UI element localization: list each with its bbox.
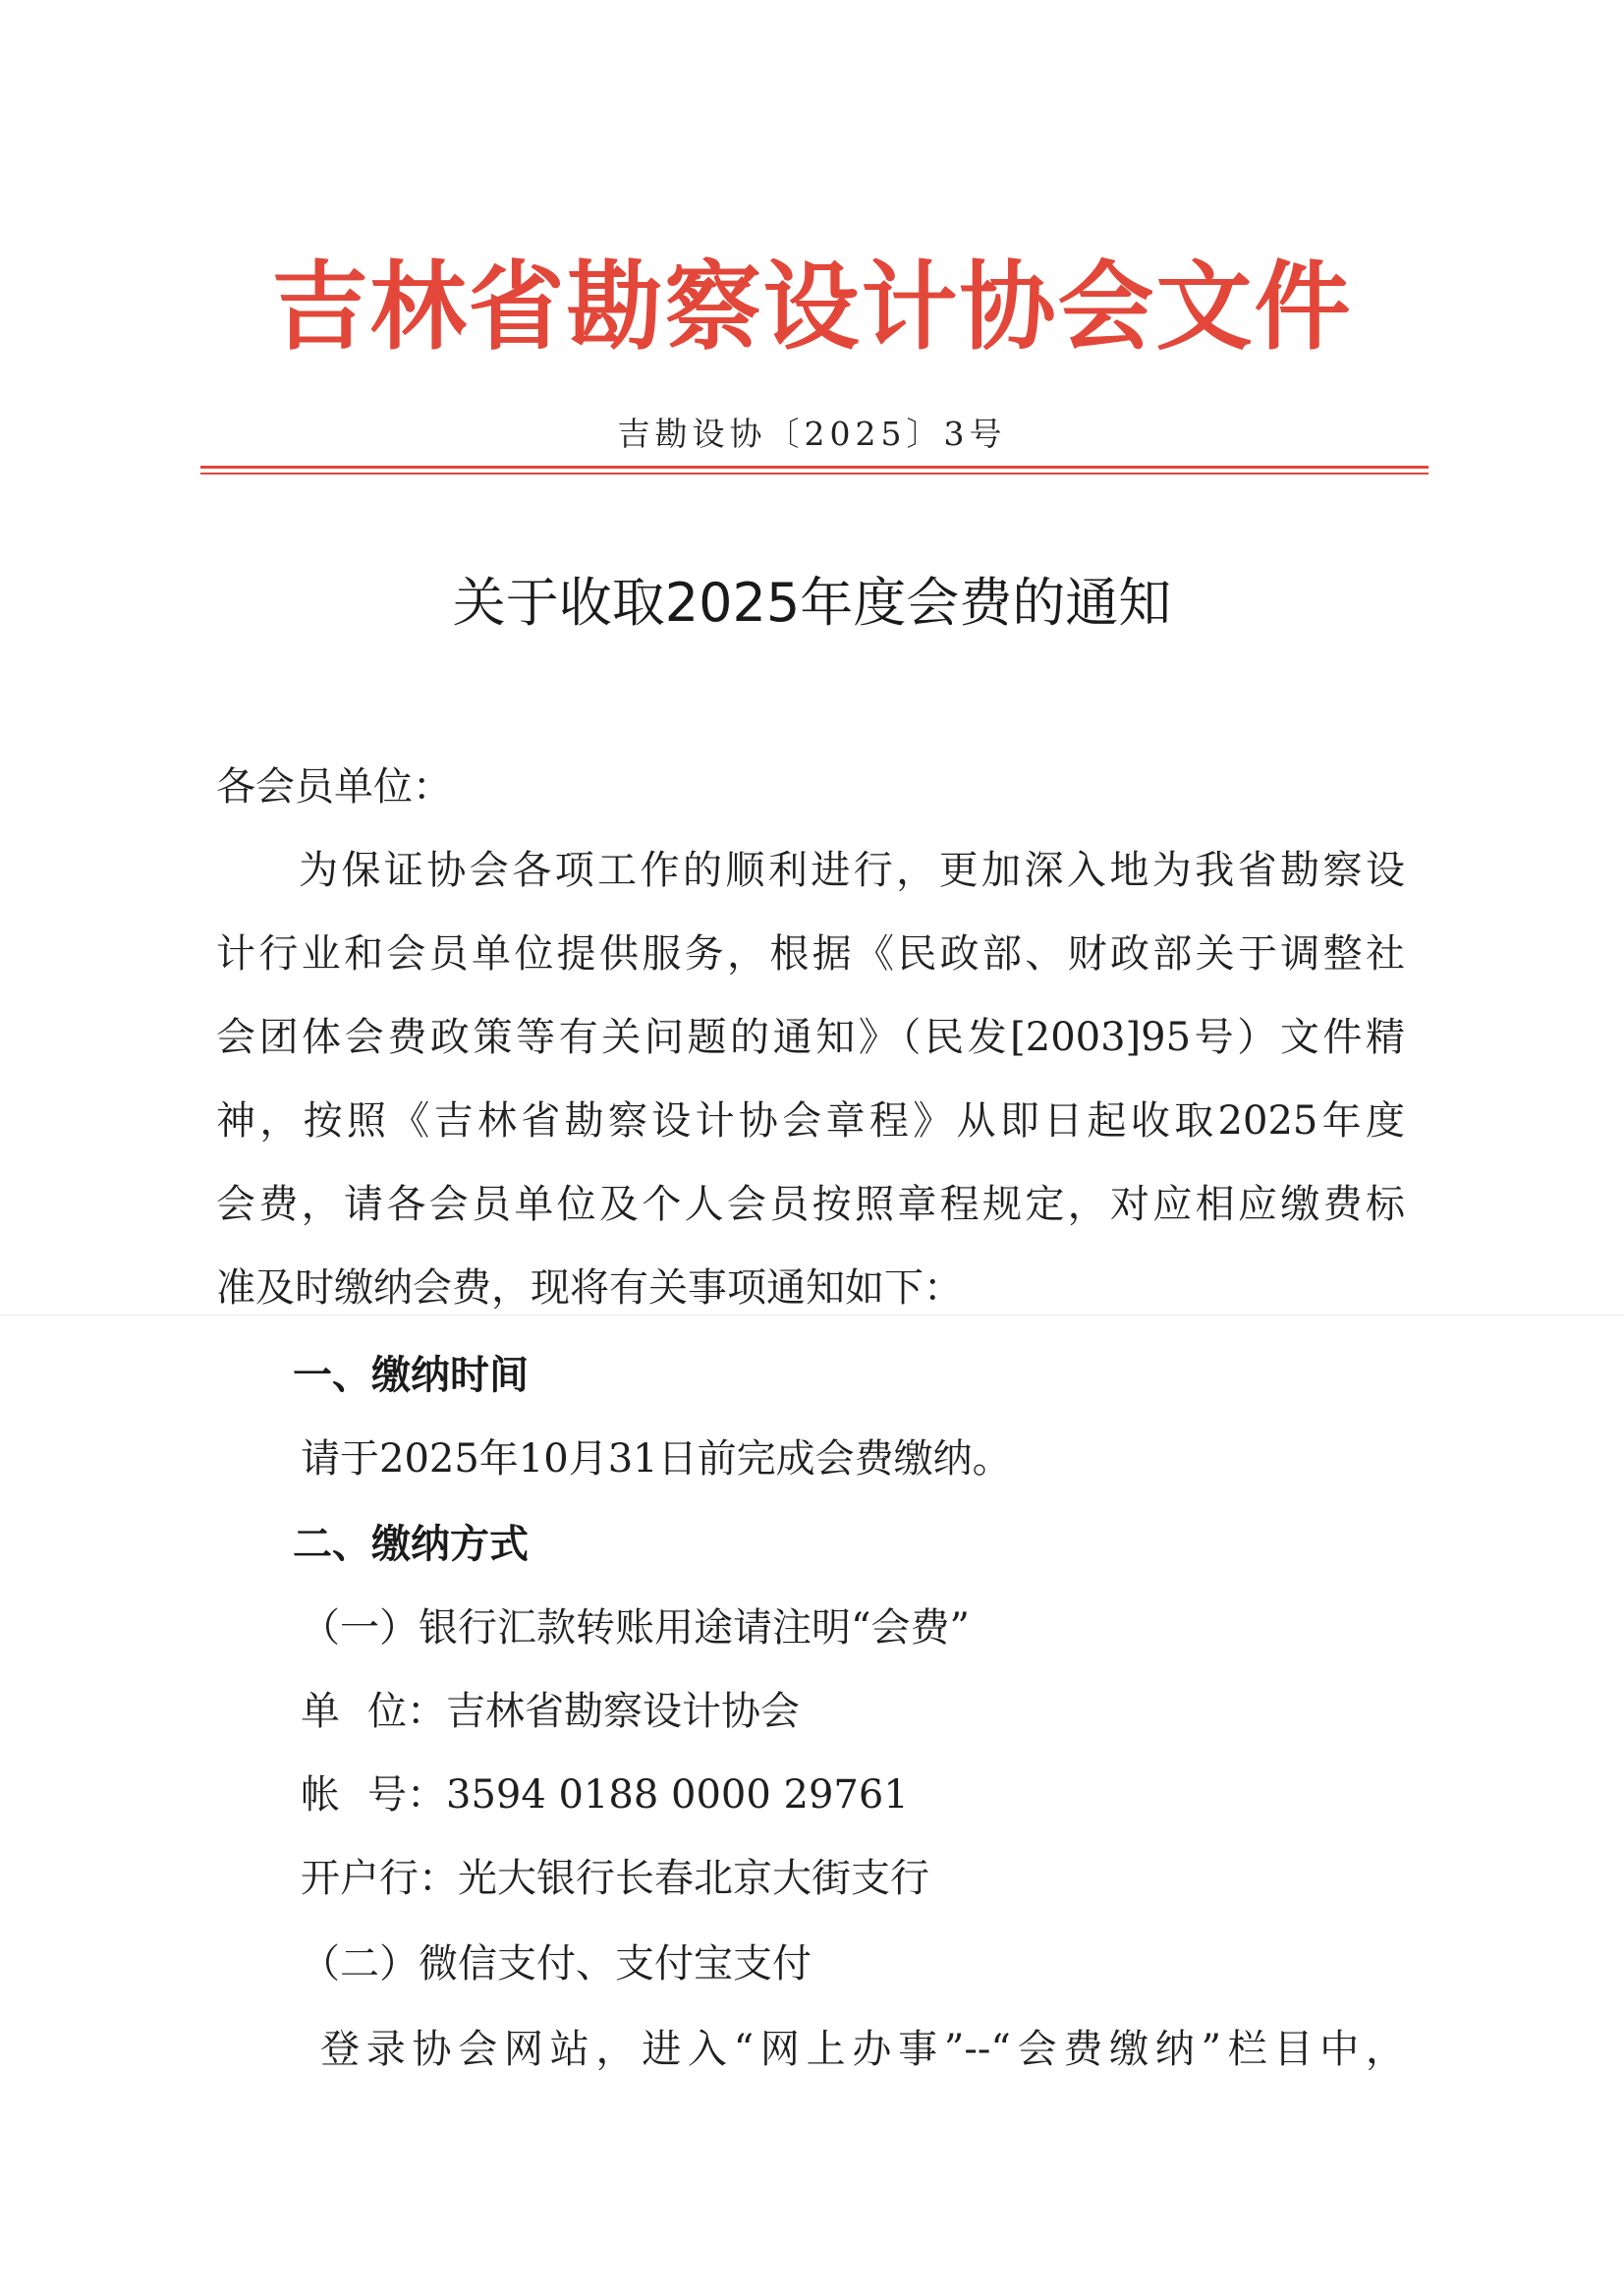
salutation: 各会员单位： bbox=[216, 764, 452, 810]
intro-line: 准及时缴纳会费，现将有关事项通知如下： bbox=[216, 1265, 963, 1311]
section-heading-payment-time: 一、缴纳时间 bbox=[293, 1353, 529, 1398]
bank-branch-label: 开户行 bbox=[301, 1856, 419, 1901]
payment-deadline-text: 请于2025年10月31日前完成会费缴纳。 bbox=[301, 1436, 1012, 1482]
bank-transfer-title: （一）银行汇款转账用途请注明“会费” bbox=[301, 1605, 970, 1651]
letterhead-title: 吉林省勘察设计协会文件 bbox=[271, 251, 1353, 364]
notice-title: 关于收取2025年度会费的通知 bbox=[452, 572, 1172, 634]
section-heading-payment-method: 二、缴纳方式 bbox=[293, 1522, 529, 1567]
intro-line: 计行业和会员单位提供服务，根据《民政部、财政部关于调整社 bbox=[216, 931, 1405, 977]
intro-line: 神，按照《吉林省勘察设计协会章程》从即日起收取2025年度 bbox=[216, 1098, 1405, 1144]
bank-unit-label: 单位 bbox=[301, 1689, 407, 1734]
bank-account-value: ：3594 0188 0000 29761 bbox=[407, 1772, 909, 1818]
bank-account-label: 帐号 bbox=[301, 1772, 407, 1818]
bank-account-row bbox=[301, 1767, 909, 1822]
mobile-payment-title: （二）微信支付、支付宝支付 bbox=[301, 1941, 812, 1987]
intro-line: 会费，请各会员单位及个人会员按照章程规定，对应相应缴费标 bbox=[216, 1182, 1405, 1227]
bank-unit-value: ：吉林省勘察设计协会 bbox=[407, 1689, 800, 1734]
letterhead-rule-thin bbox=[200, 473, 1428, 475]
mobile-payment-text: 登录协会网站，进入“网上办事”--“会费缴纳”栏目中， bbox=[320, 2027, 1405, 2072]
intro-line: 会团体会费政策等有关问题的通知》（民发[2003]95号）文件精 bbox=[216, 1015, 1405, 1060]
letterhead-rule-thick bbox=[200, 466, 1428, 469]
intro-line: 为保证协会各项工作的顺利进行，更加深入地为我省勘察设 bbox=[299, 848, 1405, 893]
document-number: 吉勘设协〔2025〕3号 bbox=[617, 415, 1007, 453]
bank-branch-value: ：光大银行长春北京大街支行 bbox=[419, 1856, 929, 1901]
bank-unit-row bbox=[301, 1684, 800, 1739]
bank-branch-row bbox=[301, 1851, 929, 1906]
